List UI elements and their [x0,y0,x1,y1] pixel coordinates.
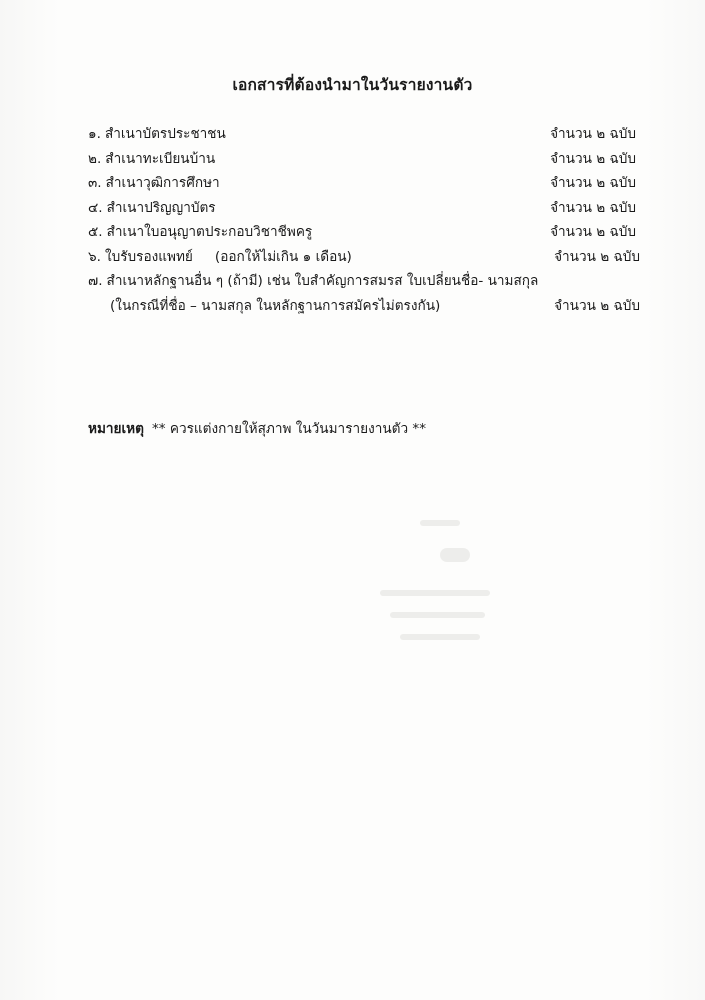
item-quantity: จำนวน ๒ ฉบับ [554,297,640,314]
item-quantity: จำนวน ๒ ฉบับ [554,248,640,265]
show-through-mark [390,612,485,618]
item-name: สำเนาวุฒิการศึกษา [105,175,220,191]
item-name: สำเนาบัตรประชาชน [104,126,226,142]
item-quantity: จำนวน ๒ ฉบับ [550,150,636,167]
item-number: ๒. [88,150,102,167]
list-item [88,269,648,318]
remark [88,417,426,441]
item-name: สำเนาหลักฐานอื่น ๆ (ถ้ามี) เช่น ใบสำคัญการสมรส ใบเปลี่ยนชื่อ- นามสกุล [106,273,539,289]
list-item [88,245,648,270]
item-number: ๗. [88,273,103,289]
item-condition: (ในกรณีที่ชื่อ – นามสกุล ในหลักฐานการสมัครไม่ตรงกัน) [110,297,441,314]
list-item [88,147,648,172]
item-quantity: จำนวน ๒ ฉบับ [550,224,636,240]
item-name: ใบรับรองแพทย์ [104,248,193,265]
item-number: ๖. [88,248,101,265]
document-list [88,122,648,318]
item-number: ๓. [88,175,102,191]
show-through-mark [400,634,480,640]
show-through-mark [380,590,490,596]
item-note: (ออกให้ไม่เกิน ๑ เดือน) [214,248,352,265]
list-item [88,220,648,245]
item-quantity: จำนวน ๒ ฉบับ [550,199,636,216]
list-item [88,196,648,221]
item-name: สำเนาปริญญาบัตร [106,199,216,216]
list-item [88,122,648,147]
item-number: ๕. [88,224,103,240]
item-quantity: จำนวน ๒ ฉบับ [550,175,636,191]
item-number: ๔. [88,199,103,216]
show-through-mark [440,548,470,562]
remark-text: ** ควรแต่งกายให้สุภาพ ในวันมารายงานตัว ** [151,421,427,437]
item-name: สำเนาทะเบียนบ้าน [105,150,216,167]
item-quantity: จำนวน ๒ ฉบับ [550,126,636,142]
list-item [88,171,648,196]
item-name: สำเนาใบอนุญาตประกอบวิชาชีพครู [106,224,313,240]
document-title: เอกสารที่ต้องนำมาในวันรายงานตัว [232,76,473,94]
item-number: ๑. [88,126,101,142]
show-through-mark [420,520,460,526]
remark-label: หมายเหตุ [88,421,144,437]
